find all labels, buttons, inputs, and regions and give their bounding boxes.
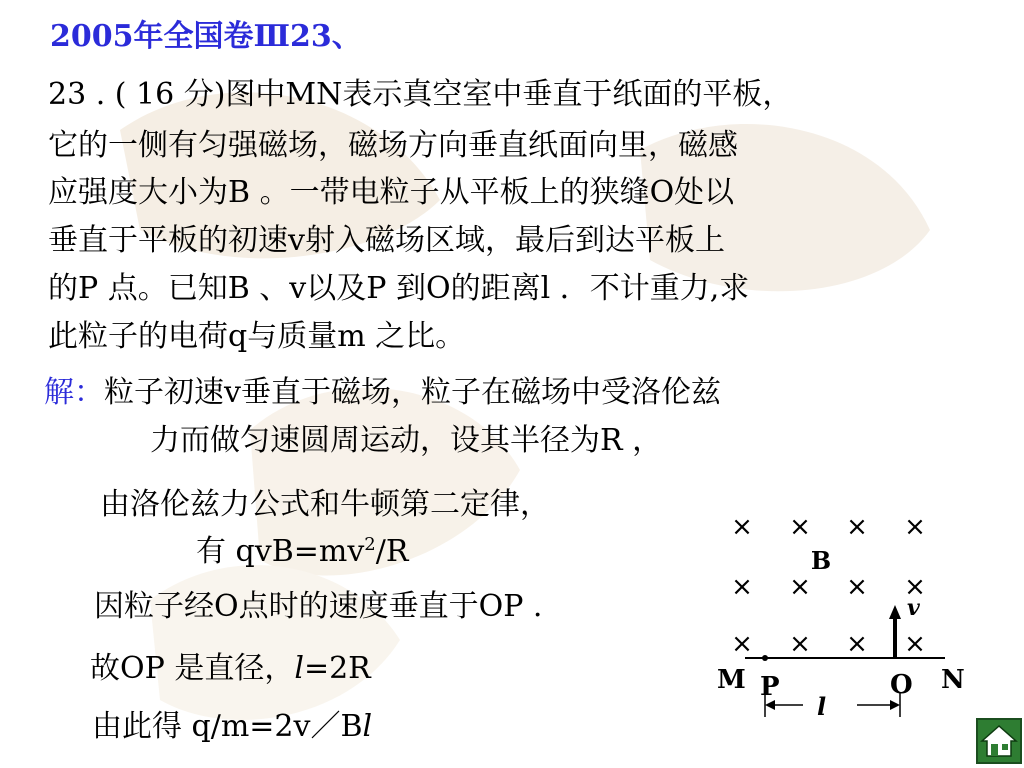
- home-button[interactable]: [976, 718, 1022, 764]
- solution-line-5: 因粒子经O点时的速度垂直于OP .: [94, 589, 543, 624]
- field-cross: ×: [846, 512, 868, 542]
- equation-exponent: 2: [364, 534, 376, 555]
- solution-line-3: 由洛伦兹力公式和牛顿第二定律，: [100, 487, 550, 522]
- problem-line: 的P 点。已知B 、v以及P 到O的距离l ．不计重力,求: [48, 271, 750, 306]
- equation-l: l: [362, 709, 373, 744]
- solution-line-4: [196, 536, 408, 567]
- label-N: N: [941, 665, 965, 695]
- velocity-arrowhead: [889, 605, 901, 619]
- magnetic-field-diagram: [705, 505, 975, 730]
- page-title: 2005年全国卷Ⅲ23、: [50, 19, 362, 54]
- field-cross: ×: [731, 629, 753, 659]
- field-cross: ×: [846, 629, 868, 659]
- equation-part: 故OP 是直径，: [90, 651, 295, 686]
- solution-line-2: 力而做匀速圆周运动，设其半径为R ，: [150, 423, 663, 458]
- field-cross: ×: [731, 512, 753, 542]
- distance-arrow-right: [890, 700, 900, 710]
- field-cross: ×: [904, 572, 926, 602]
- field-cross: ×: [789, 512, 811, 542]
- field-cross: ×: [846, 572, 868, 602]
- problem-line: 此粒子的电荷q与质量m 之比。: [48, 319, 466, 354]
- equation-l: l: [294, 651, 304, 686]
- solution-text: 粒子初速v垂直于磁场，粒子在磁场中受洛伦兹: [104, 375, 721, 410]
- field-label-B: B: [810, 546, 832, 575]
- field-cross: ×: [789, 572, 811, 602]
- problem-line: 应强度大小为B 。一带电粒子从平板上的狭缝O处以: [48, 175, 735, 210]
- field-cross: ×: [904, 512, 926, 542]
- distance-label-l: l: [817, 692, 827, 721]
- equation-part: =2R: [303, 651, 371, 686]
- point-P-dot: [762, 655, 768, 661]
- equation-part: 有 qvB=mv: [196, 534, 365, 569]
- solution-line-6: [90, 651, 371, 686]
- label-P: P: [760, 672, 780, 702]
- field-cross: ×: [731, 572, 753, 602]
- velocity-label: v: [907, 595, 920, 621]
- home-icon: [978, 720, 1020, 762]
- problem-line: 垂直于平板的初速v射入磁场区域，最后到达平板上: [48, 223, 725, 258]
- solution-label: 解：: [44, 375, 104, 410]
- solution-line-7: [92, 709, 373, 744]
- field-cross: ×: [789, 629, 811, 659]
- solution-line-1: [44, 375, 721, 410]
- label-M: M: [717, 665, 746, 695]
- problem-line: 23 . ( 16 分)图中MN表示真空室中垂直于纸面的平板，: [48, 77, 793, 112]
- field-cross: ×: [904, 629, 926, 659]
- label-O: O: [890, 670, 913, 700]
- equation-part: 由此得 q/m=2v／B: [92, 709, 363, 744]
- equation-part: /R: [375, 534, 409, 569]
- problem-line: 它的一侧有匀强磁场，磁场方向垂直纸面向里，磁感: [48, 128, 738, 163]
